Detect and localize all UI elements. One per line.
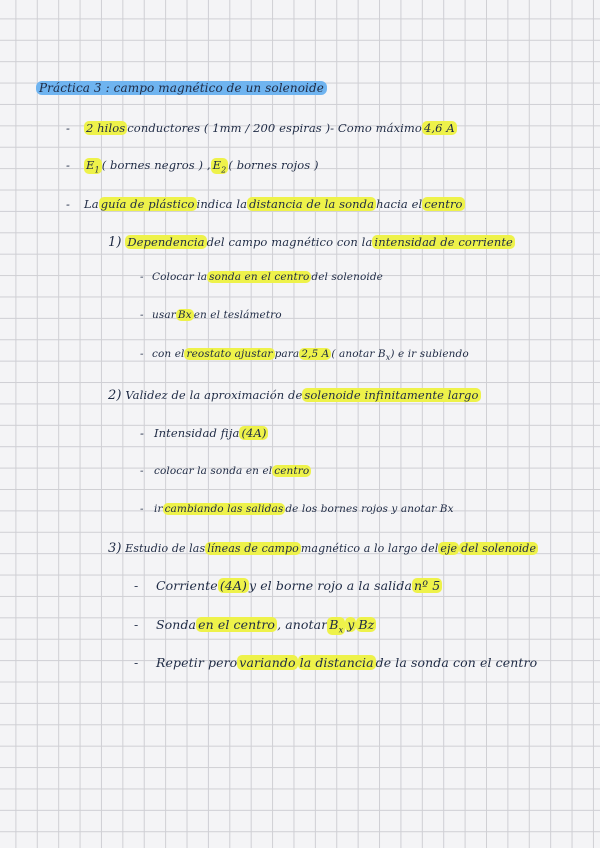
note-text: Intensidad fija [154,426,240,440]
terminal-e1: E [86,158,95,172]
bullet-dash: - [134,578,139,593]
note-text: Estudio de las [125,542,206,555]
bullet-dash: - [134,617,139,632]
section-2-step-c [140,503,454,515]
note-text: de la sonda con el centro [375,655,538,670]
note-text: hacia el [376,197,423,211]
section-number: 1) [108,235,122,250]
bullet-dash: - [140,271,144,283]
bullet-dash: - [140,503,144,515]
bullet-dash: - [140,309,144,321]
bullet-terminals [66,158,319,174]
highlight-text: distancia de la sonda [249,197,375,211]
subscript: x [385,353,391,363]
note-text: indica la [196,197,248,211]
page-title-line [36,81,327,95]
section-1-heading [108,235,515,250]
note-text: ) e ir subiendo [390,348,469,360]
note-text: Colocar la [152,271,208,283]
section-2-step-b [140,465,311,477]
highlight-text: centro [424,197,463,211]
note-text: Sonda [156,617,197,632]
note-text: en el teslámetro [193,309,282,321]
section-2-heading [108,388,481,403]
section-1-step-c [140,348,469,362]
section-number: 2) [108,388,122,403]
note-text: del campo magnético con la [206,235,373,249]
highlight-text: líneas de campo [207,542,299,555]
section-2-step-a [140,426,268,440]
note-text: colocar la sonda en el [154,465,273,477]
bullet-dash: - [140,426,144,440]
note-text: , anotar [277,617,328,632]
bullet-wires [66,121,457,135]
highlight-text: sonda en el centro [209,271,310,283]
section-3-step-a [134,578,442,593]
highlight-text: Bx [177,309,192,321]
highlight-text: centro [274,465,310,477]
highlight-text: eje [440,542,458,555]
note-text: con el [152,348,185,360]
highlight-text: la distancia [299,655,374,670]
highlight-text: en el centro [198,617,276,632]
section-number: 3) [108,541,122,556]
bullet-dash: - [140,348,144,360]
note-text: Validez de la aproximación de [125,388,303,402]
highlight-text: 2,5 A [301,348,330,360]
bullet-dash: - [66,197,70,211]
bullet-dash: - [66,158,70,172]
note-text: magnético a lo largo del [300,542,439,555]
highlight-text: cambiando las salidas [164,503,284,515]
section-3-step-c [134,655,537,670]
section-1-step-b [140,309,282,321]
highlight-text: y [347,617,355,632]
highlight-text: guía de plástico [100,197,195,211]
note-text: ( anotar B [331,348,386,360]
subscript: 2 [221,165,227,175]
note-text: ( bornes negros ) , [101,158,211,172]
note-text: del solenoide [311,271,383,283]
bullet-dash: - [140,465,144,477]
highlight-text: intensidad de corriente [374,235,513,249]
note-text: La [84,197,99,211]
subscript: 1 [94,165,100,175]
page-title: Práctica 3 : campo magnético de un solenoide [36,81,327,95]
bullet-guide [66,197,465,211]
highlight-text: reostato ajustar [186,348,273,360]
highlight-text: solenoide infinitamente largo [304,388,479,402]
field-bx: B [329,617,339,632]
highlight-text: nº 5 [414,578,441,593]
highlight-text: variando [239,655,296,670]
highlight-text: (4A) [219,578,247,593]
section-1-step-a [140,271,383,283]
highlight-text: Bz [358,617,375,632]
note-text: para [274,348,300,360]
note-text: ( bornes rojos ) [228,158,319,172]
subscript: x [338,625,344,635]
note-text: usar [152,309,176,321]
note-text: ir [154,503,163,515]
note-text: Repetir pero [156,655,238,670]
highlight-text: Dependencia [127,235,205,249]
highlight-text: (4A) [241,426,267,440]
section-3-heading [108,541,538,556]
section-3-step-b [134,617,376,635]
note-text: conductores ( 1mm / 200 espiras ) [127,121,331,135]
bullet-dash: - [66,121,70,135]
terminal-e2: E [212,158,222,172]
highlight-text: 2 hilos [86,121,126,135]
highlight-text: del solenoide [461,542,537,555]
note-text: - Como máximo [330,121,422,135]
note-text: y el borne rojo a la salida [248,578,413,593]
bullet-dash: - [134,655,139,670]
highlight-text: 4,6 A [423,121,455,135]
note-text: de los bornes rojos y anotar Bx [285,503,454,515]
note-text: Corriente [156,578,218,593]
